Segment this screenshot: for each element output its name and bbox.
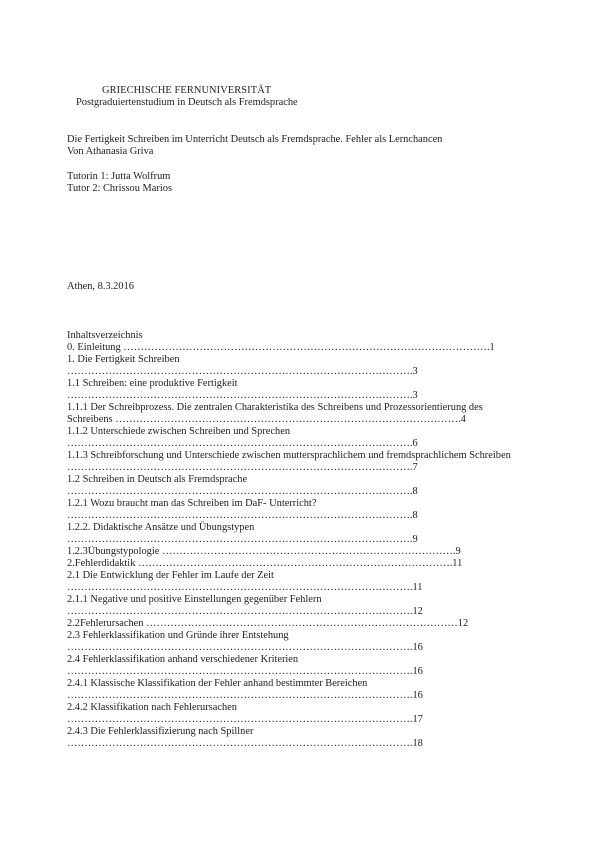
- toc-entry-leader-page: Schreibens ……………………………………………………………………………………….4: [67, 414, 466, 425]
- toc-entry-leader-page: ……………………………………………………………………………………….16: [67, 690, 423, 701]
- toc-entry-title: 2.1 Die Entwicklung der Fehler im Laufe der Zeit: [67, 570, 274, 581]
- toc-entry[interactable]: [67, 378, 537, 402]
- toc-entry[interactable]: [67, 522, 537, 546]
- toc-entry-title: 1.1.2 Unterschiede zwischen Schreiben und Sprechen: [67, 426, 291, 437]
- thesis-title: Die Fertigkeit Schreiben im Unterricht Deutsch als Fremdsprache. Fehler als Lernchancen: [67, 134, 443, 145]
- toc-entry-title: 1.1.1 Der Schreibprozess. Die zentralen Charakteristika des Schreibens und Prozessorientierung des: [67, 402, 483, 413]
- toc-entry[interactable]: [67, 426, 537, 450]
- toc-entry[interactable]: [67, 558, 537, 570]
- toc-entry[interactable]: [67, 450, 537, 474]
- toc-entry-leader-page: ……………………………………………………………………………………….17: [67, 714, 423, 725]
- toc-entry-title: 1.2.1 Wozu braucht man das Schreiben im DaF- Unterricht?: [67, 498, 317, 509]
- toc-entry-leader-page: 1.2.3Übungstypologie ………………………………………………………………………….9: [67, 546, 461, 557]
- toc-entry-leader-page: ……………………………………………………………………………………….6: [67, 438, 418, 449]
- toc-entry-title: 1.1.3 Schreibforschung und Unterschiede zwischen muttersprachlichem und fremdsprachlichem Schreiben: [67, 450, 511, 461]
- toc-entry-title: 2.4 Fehlerklassifikation anhand verschiedener Kriterien: [67, 654, 299, 665]
- toc-entry[interactable]: [67, 726, 537, 750]
- toc-entry[interactable]: [67, 618, 537, 630]
- toc-entry-leader-page: ……………………………………………………………………………………….7: [67, 462, 418, 473]
- toc-entry-leader-page: 2.2Fehlerursachen ………………………………………………………………………………12: [67, 618, 469, 629]
- thesis-author: Von Athanasia Griva: [67, 146, 154, 157]
- toc-entry-leader-page: 2.Fehlerdidaktik ……………………………………………………………………………….11: [67, 558, 463, 569]
- toc-entry-leader-page: ……………………………………………………………………………………….9: [67, 534, 418, 545]
- toc-entry-leader-page: ……………………………………………………………………………………….8: [67, 510, 418, 521]
- university-name: GRIECHISCHE FERNUNIVERSITÄT: [102, 85, 272, 96]
- toc-entry-leader-page: ……………………………………………………………………………………….8: [67, 486, 418, 497]
- toc-entry-leader-page: 0. Einleitung …………………………………………………………………………………………….1: [67, 342, 495, 353]
- toc-entry-leader-page: ……………………………………………………………………………………….3: [67, 390, 418, 401]
- toc-entry[interactable]: [67, 678, 537, 702]
- toc-entry-leader-page: ……………………………………………………………………………………….11: [67, 582, 423, 593]
- tutor-1: Tutorin 1: Jutta Wolfrum: [67, 171, 171, 182]
- toc-entry-title: 2.4.1 Klassische Klassifikation der Fehler anhand bestimmter Bereichen: [67, 678, 368, 689]
- toc-entry[interactable]: [67, 702, 537, 726]
- toc-entry[interactable]: [67, 474, 537, 498]
- toc-entry-title: 1.1 Schreiben: eine produktive Fertigkeit: [67, 378, 238, 389]
- toc-entry-leader-page: ……………………………………………………………………………………….12: [67, 606, 423, 617]
- toc-entry-title: 1.2.2. Didaktische Ansätze und Übungstypen: [67, 522, 255, 533]
- toc-entry[interactable]: [67, 354, 537, 378]
- toc-entry-leader-page: ……………………………………………………………………………………….3: [67, 366, 418, 377]
- toc-entry-title: 2.4.2 Klassifikation nach Fehlerursachen: [67, 702, 237, 713]
- toc-entry[interactable]: [67, 498, 537, 522]
- toc-entry[interactable]: [67, 546, 537, 558]
- program-name: Postgraduiertenstudium in Deutsch als Fremdsprache: [76, 97, 298, 108]
- toc-entry-leader-page: ……………………………………………………………………………………….16: [67, 666, 423, 677]
- toc-entry-title: 1. Die Fertigkeit Schreiben: [67, 354, 180, 365]
- toc-entry-title: 2.4.3 Die Fehlerklassifizierung nach Spillner: [67, 726, 254, 737]
- table-of-contents: [67, 330, 537, 750]
- toc-entry-title: 1.2 Schreiben in Deutsch als Fremdsprache: [67, 474, 248, 485]
- tutor-2: Tutor 2: Chrissou Marios: [67, 183, 172, 194]
- toc-entry[interactable]: [67, 630, 537, 654]
- place-date: Athen, 8.3.2016: [67, 281, 134, 292]
- toc-entry-leader-page: ……………………………………………………………………………………….16: [67, 642, 423, 653]
- toc-entry-leader-page: ……………………………………………………………………………………….18: [67, 738, 423, 749]
- toc-entry[interactable]: [67, 402, 537, 426]
- toc-list: [67, 342, 537, 750]
- toc-heading: Inhaltsverzeichnis: [67, 330, 143, 341]
- toc-entry-title: 2.3 Fehlerklassifikation und Gründe ihrer Entstehung: [67, 630, 289, 641]
- toc-entry[interactable]: [67, 654, 537, 678]
- toc-entry-title: 2.1.1 Negative und positive Einstellungen gegenüber Fehlern: [67, 594, 322, 605]
- toc-entry[interactable]: [67, 594, 537, 618]
- toc-entry[interactable]: [67, 570, 537, 594]
- toc-entry[interactable]: [67, 342, 537, 354]
